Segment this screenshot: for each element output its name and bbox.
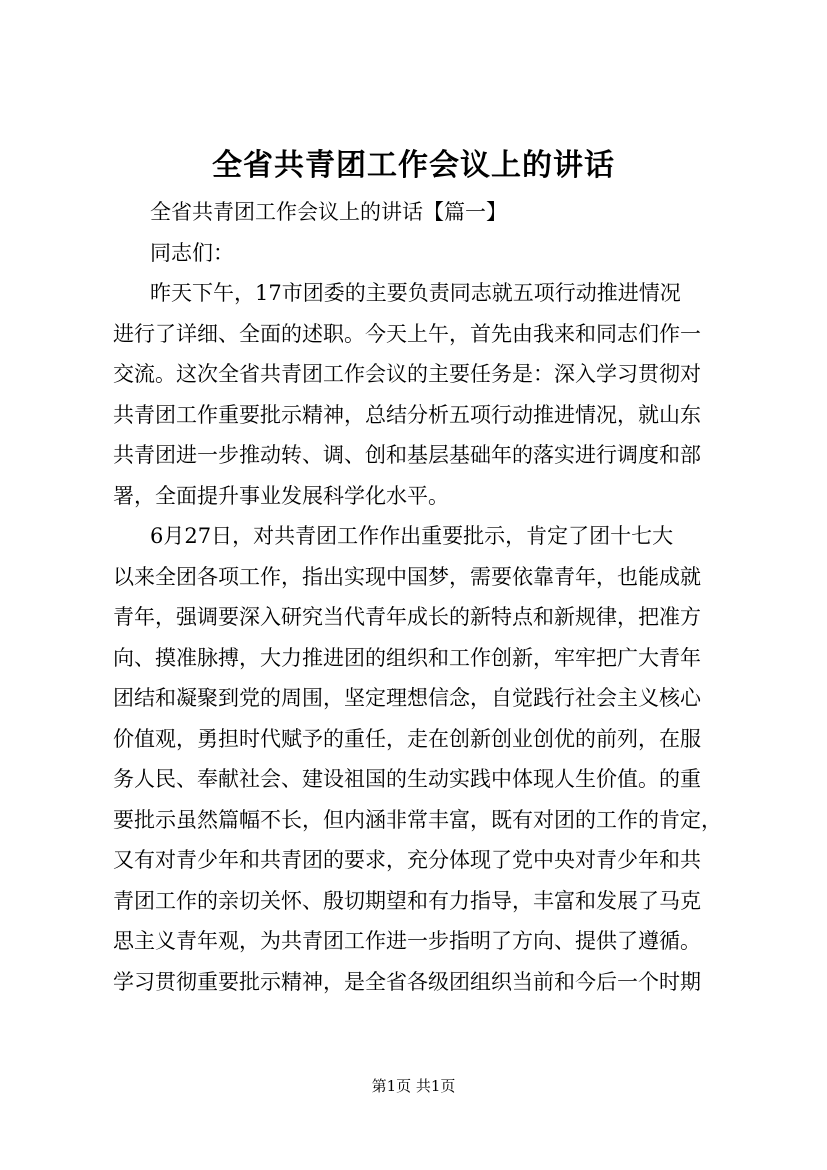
body-line: 6月27日，对共青团工作作出重要批示，肯定了团十七大 <box>150 524 674 548</box>
body-line: 价值观，勇担时代赋予的重任，走在创新创业创优的前列，在服 <box>113 726 701 751</box>
body-line: 要批示虽然篇幅不长，但内涵非常丰富，既有对团的工作的肯定， <box>113 807 722 832</box>
body-line: 团结和凝聚到党的周围，坚定理想信念，自觉践行社会主义核心 <box>113 686 701 710</box>
body-line: 署，全面提升事业发展科学化水平。 <box>113 483 449 508</box>
page-footer: 第1页 共1页 <box>371 1077 456 1095</box>
body-line: 进行了详细、全面的述职。今天上午，首先由我来和同志们作一 <box>113 321 701 346</box>
body-line: 又有对青少年和共青团的要求，充分体现了党中央对青少年和共 <box>113 848 701 872</box>
body-line: 思主义青年观，为共青团工作进一步指明了方向、提供了遵循。 <box>113 929 701 953</box>
body-line: 青团工作的亲切关怀、殷切期望和有力指导，丰富和发展了马克 <box>113 888 701 913</box>
body-line: 以来全团各项工作，指出实现中国梦，需要依靠青年，也能成就 <box>113 564 701 589</box>
body-line: 共青团进一步推动转、调、创和基层基础年的落实进行调度和部 <box>113 443 701 467</box>
body-line: 昨天下午，17市团委的主要负责同志就五项行动推进情况 <box>150 281 681 305</box>
body-line: 务人民、奉献社会、建设祖国的生动实践中体现人生价值。的重 <box>113 767 701 791</box>
body-line: 青年，强调要深入研究当代青年成长的新特点和新规律，把准方 <box>113 605 701 629</box>
body-line: 向、摸准脉搏，大力推进团的组织和工作创新，牢牢把广大青年 <box>113 645 701 670</box>
body-line: 学习贯彻重要批示精神，是全省各级团组织当前和今后一个时期 <box>113 969 701 994</box>
body-line: 交流。这次全省共青团工作会议的主要任务是：深入学习贯彻对 <box>113 362 701 386</box>
body-line: 共青团工作重要批示精神，总结分析五项行动推进情况，就山东 <box>113 402 701 427</box>
document-body <box>113 192 723 1002</box>
section-heading: 全省共青团工作会议上的讲话【篇一】 <box>150 200 507 224</box>
salutation: 同志们： <box>150 240 234 265</box>
document-title: 全省共青团工作会议上的讲话 <box>212 148 615 183</box>
